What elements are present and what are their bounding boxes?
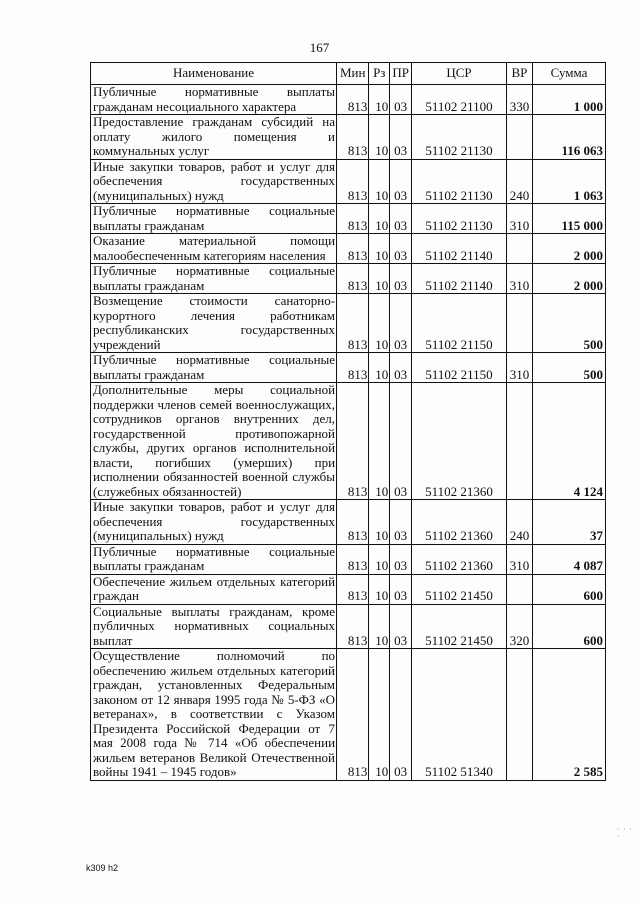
header-name: Наименование [91, 63, 337, 85]
cell-name: Публичные нормативные социальные выплаты гражданам [91, 204, 337, 234]
table-row [91, 204, 606, 234]
cell-min: 813 [337, 574, 369, 604]
cell-csr: 51102 21130 [412, 204, 507, 234]
cell-min: 813 [337, 500, 369, 545]
cell-vr: 310 [506, 204, 532, 234]
cell-rz: 10 [369, 604, 390, 649]
cell-name: Публичные нормативные социальные выплаты гражданам [91, 264, 337, 294]
cell-pr: 03 [390, 574, 412, 604]
cell-min: 813 [337, 85, 369, 115]
cell-csr: 51102 21360 [412, 544, 507, 574]
cell-rz: 10 [369, 574, 390, 604]
cell-csr: 51102 21450 [412, 574, 507, 604]
cell-name: Публичные нормативные социальные выплаты гражданам [91, 544, 337, 574]
cell-sum: 116 063 [533, 115, 606, 160]
cell-min: 813 [337, 234, 369, 264]
header-sum: Сумма [533, 63, 606, 85]
cell-vr: 240 [506, 500, 532, 545]
cell-min: 813 [337, 649, 369, 781]
cell-vr: 310 [506, 353, 532, 383]
cell-min: 813 [337, 383, 369, 500]
table-row [91, 159, 606, 204]
header-vr: ВР [506, 63, 532, 85]
cell-pr: 03 [390, 115, 412, 160]
header-min: Мин [337, 63, 369, 85]
page-number: 167 [309, 40, 330, 55]
cell-sum: 4 124 [533, 383, 606, 500]
cell-min: 813 [337, 353, 369, 383]
table-row [91, 85, 606, 115]
cell-sum: 37 [533, 500, 606, 545]
footer-code: k309 h2 [86, 863, 119, 873]
table-row [91, 115, 606, 160]
cell-vr [506, 649, 532, 781]
cell-min: 813 [337, 294, 369, 353]
cell-min: 813 [337, 115, 369, 160]
cell-pr: 03 [390, 204, 412, 234]
cell-min: 813 [337, 159, 369, 204]
cell-rz: 10 [369, 264, 390, 294]
cell-sum: 2 000 [533, 264, 606, 294]
cell-sum: 115 000 [533, 204, 606, 234]
cell-vr [506, 383, 532, 500]
cell-pr: 03 [390, 500, 412, 545]
cell-rz: 10 [369, 159, 390, 204]
cell-rz: 10 [369, 500, 390, 545]
cell-min: 813 [337, 264, 369, 294]
cell-rz: 10 [369, 353, 390, 383]
table-header-row [91, 63, 606, 85]
table-row [91, 234, 606, 264]
cell-name: Дополнительные меры социальной поддержки членов семей военнослужащих, сотрудников органов внутренних дел, государственной противопожарной службы, других органов исполнительной власти, погибших (умерших) при исполнении обязанностей военной службы (служебных обязанностей) [91, 383, 337, 500]
cell-vr: 320 [506, 604, 532, 649]
table-row [91, 353, 606, 383]
cell-vr: 310 [506, 544, 532, 574]
cell-rz: 10 [369, 649, 390, 781]
cell-min: 813 [337, 544, 369, 574]
cell-csr: 51102 21150 [412, 294, 507, 353]
cell-sum: 4 087 [533, 544, 606, 574]
cell-csr: 51102 21130 [412, 159, 507, 204]
cell-rz: 10 [369, 544, 390, 574]
cell-vr [506, 115, 532, 160]
cell-pr: 03 [390, 294, 412, 353]
cell-name: Оказание материальной помощи малообеспеченным категориям населения [91, 234, 337, 264]
cell-rz: 10 [369, 85, 390, 115]
cell-sum: 1 063 [533, 159, 606, 204]
cell-sum: 2 000 [533, 234, 606, 264]
table-row [91, 294, 606, 353]
cell-csr: 51102 51340 [412, 649, 507, 781]
cell-csr: 51102 21100 [412, 85, 507, 115]
cell-pr: 03 [390, 544, 412, 574]
cell-min: 813 [337, 604, 369, 649]
budget-table [90, 62, 606, 781]
cell-sum: 600 [533, 574, 606, 604]
cell-rz: 10 [369, 294, 390, 353]
cell-name: Возмещение стоимости санаторно-курортного лечения работникам республиканских государственных учреждений [91, 294, 337, 353]
cell-name: Предоставление гражданам субсидий на оплату жилого помещения и коммунальных услуг [91, 115, 337, 160]
cell-sum: 600 [533, 604, 606, 649]
table-row [91, 544, 606, 574]
cell-vr: 310 [506, 264, 532, 294]
cell-name: Иные закупки товаров, работ и услуг для обеспечения государственных (муниципальных) нужд [91, 159, 337, 204]
cell-name: Осуществление полномочий по обеспечению жильем отдельных категорий граждан, установленных Федеральным законом от 12 января 1995 года № 5-ФЗ «О ветеранах», в соответствии с Указом Президента Российской Федерации от 7 мая 2008 года № 714 «Об обеспечении жильем ветеранов Великой Отечественной войны 1941 – 1945 годов» [91, 649, 337, 781]
cell-min: 813 [337, 204, 369, 234]
cell-pr: 03 [390, 234, 412, 264]
cell-pr: 03 [390, 604, 412, 649]
cell-sum: 500 [533, 294, 606, 353]
table-row [91, 649, 606, 781]
table-row [91, 264, 606, 294]
cell-pr: 03 [390, 353, 412, 383]
cell-csr: 51102 21130 [412, 115, 507, 160]
cell-pr: 03 [390, 383, 412, 500]
cell-rz: 10 [369, 115, 390, 160]
table-row [91, 604, 606, 649]
cell-sum: 1 000 [533, 85, 606, 115]
cell-rz: 10 [369, 204, 390, 234]
cell-vr [506, 234, 532, 264]
cell-pr: 03 [390, 85, 412, 115]
margin-mark: · · · · [617, 826, 633, 840]
cell-csr: 51102 21140 [412, 234, 507, 264]
cell-name: Публичные нормативные выплаты гражданам несоциального характера [91, 85, 337, 115]
cell-pr: 03 [390, 264, 412, 294]
cell-csr: 51102 21140 [412, 264, 507, 294]
cell-name: Иные закупки товаров, работ и услуг для обеспечения государственных (муниципальных) нужд [91, 500, 337, 545]
table-row [91, 574, 606, 604]
header-csr: ЦСР [412, 63, 507, 85]
header-pr: ПР [390, 63, 412, 85]
cell-name: Обеспечение жильем отдельных категорий граждан [91, 574, 337, 604]
cell-name: Социальные выплаты гражданам, кроме публичных нормативных социальных выплат [91, 604, 337, 649]
table-row [91, 500, 606, 545]
cell-sum: 500 [533, 353, 606, 383]
cell-vr: 240 [506, 159, 532, 204]
cell-vr: 330 [506, 85, 532, 115]
cell-csr: 51102 21360 [412, 383, 507, 500]
cell-rz: 10 [369, 234, 390, 264]
cell-pr: 03 [390, 649, 412, 781]
cell-pr: 03 [390, 159, 412, 204]
cell-name: Публичные нормативные социальные выплаты гражданам [91, 353, 337, 383]
cell-csr: 51102 21360 [412, 500, 507, 545]
header-rz: Рз [369, 63, 390, 85]
cell-sum: 2 585 [533, 649, 606, 781]
cell-csr: 51102 21150 [412, 353, 507, 383]
cell-vr [506, 294, 532, 353]
cell-vr [506, 574, 532, 604]
table-row [91, 383, 606, 500]
cell-csr: 51102 21450 [412, 604, 507, 649]
cell-rz: 10 [369, 383, 390, 500]
